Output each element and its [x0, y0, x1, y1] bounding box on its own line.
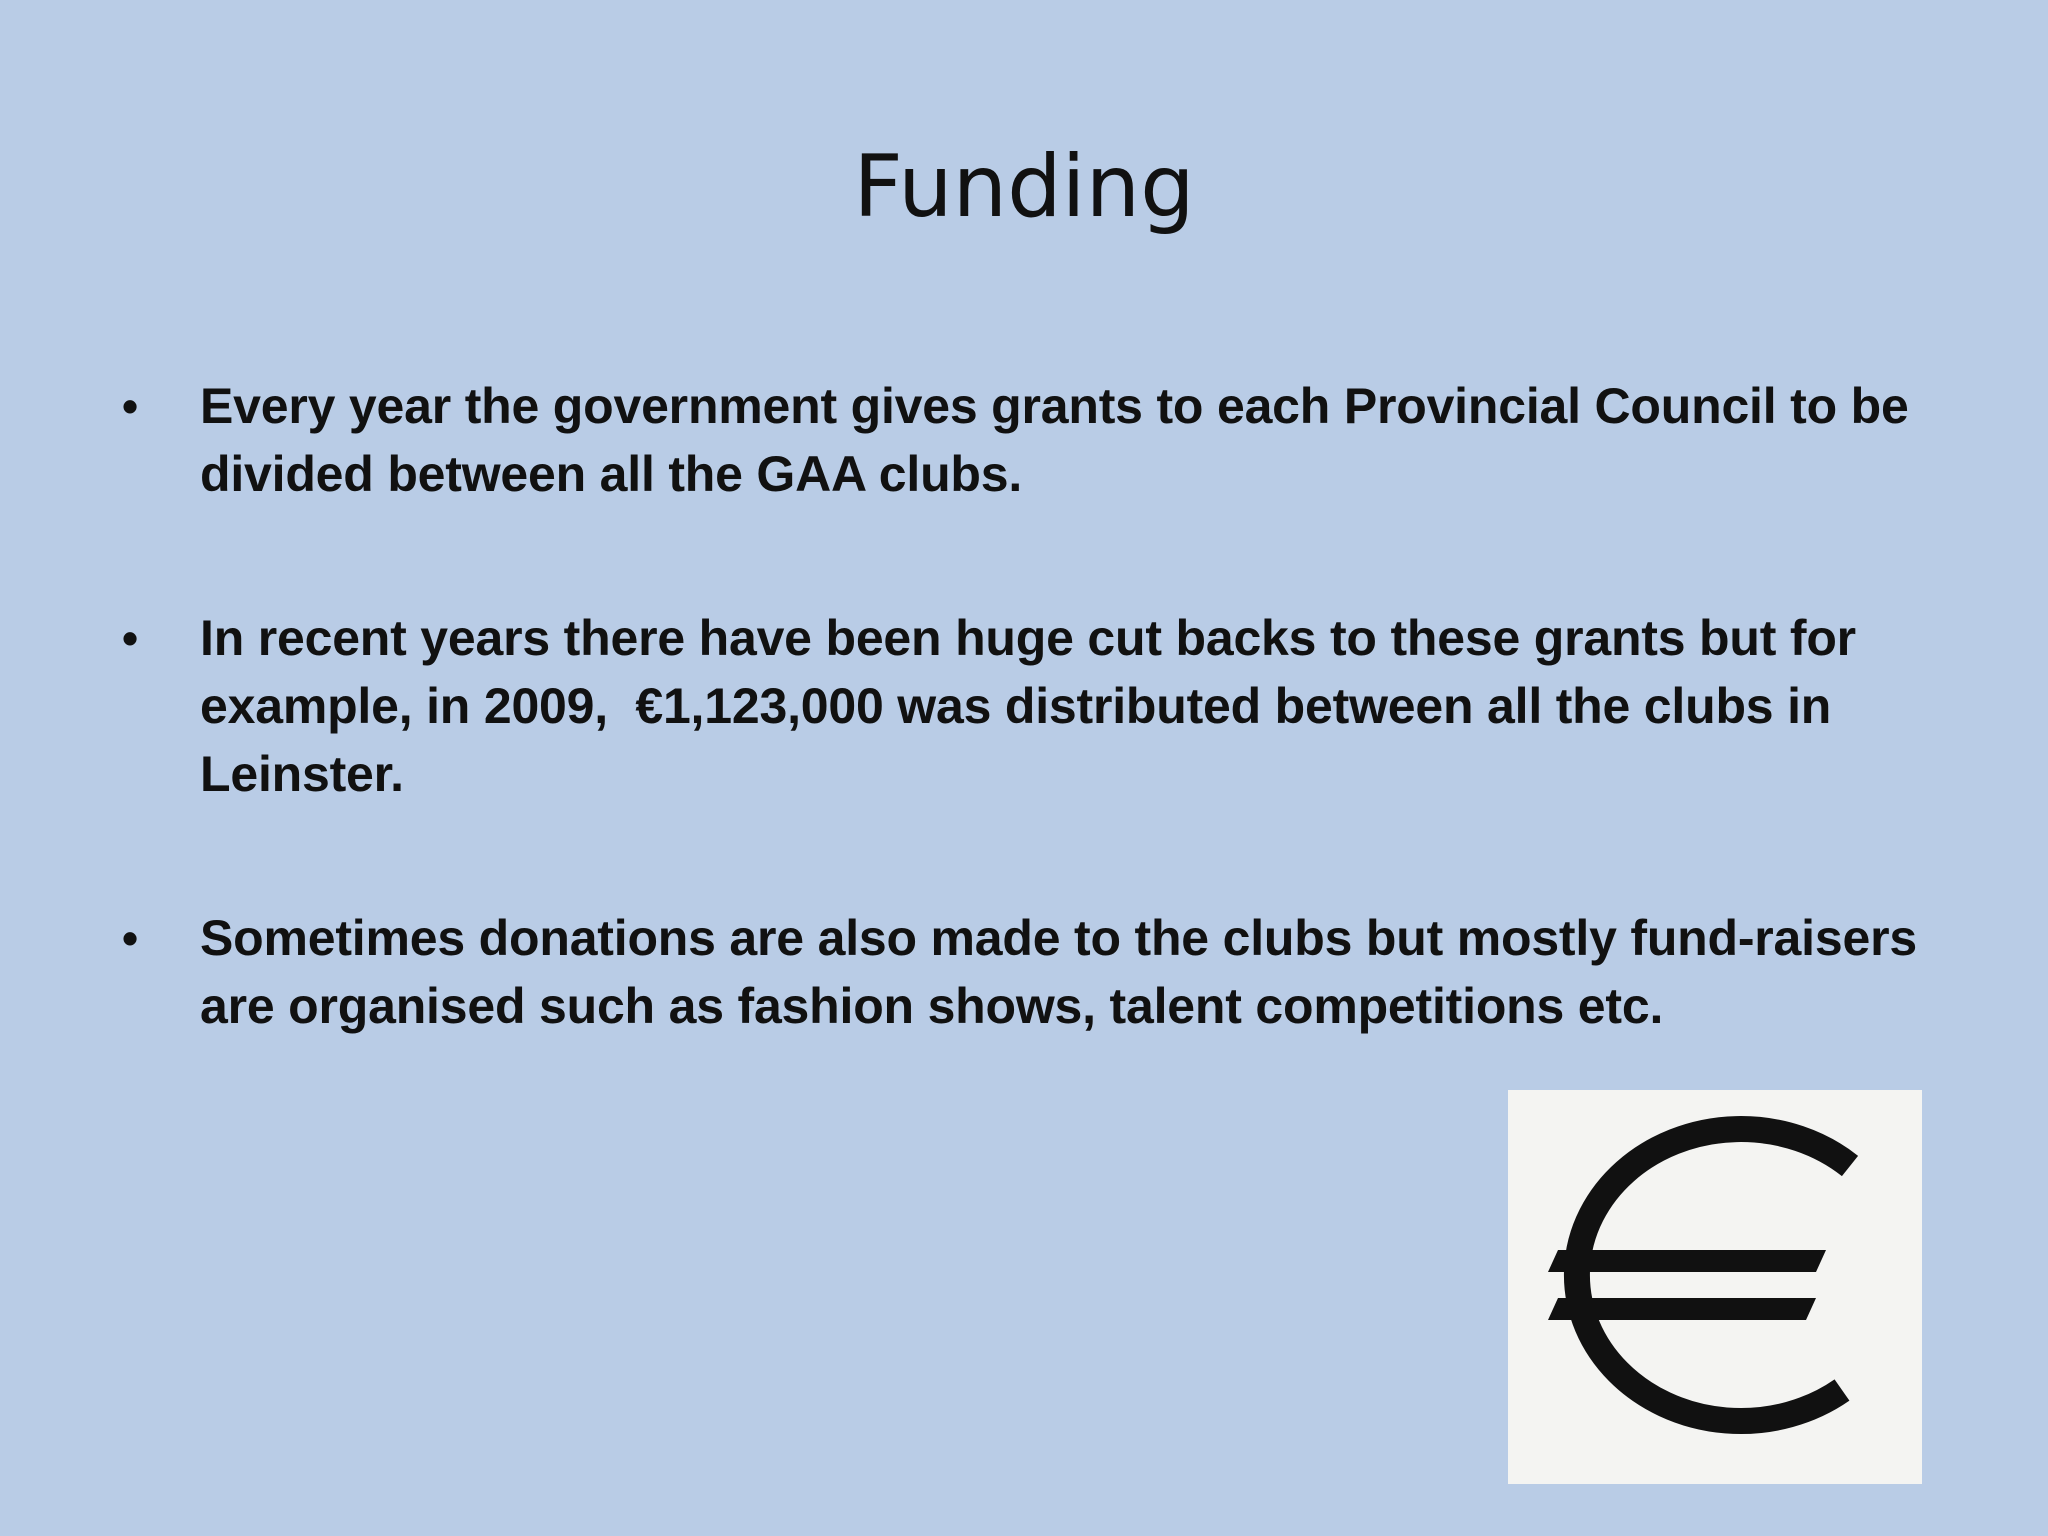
slide-title: Funding: [853, 137, 1195, 237]
bullet-marker: •: [122, 912, 139, 964]
euro-icon: [1508, 1090, 1922, 1484]
bullet-list: [122, 372, 1931, 1040]
bullet-item-grants: [122, 372, 1922, 508]
bullet-marker: •: [122, 380, 139, 432]
bullet-item-donations: [122, 904, 1931, 1040]
bullet-marker: •: [122, 612, 139, 664]
bullet-text-donations: Sometimes donations are also made to the clubs but mostly fund-raisers are organised such as fashion shows, talent competitions etc.: [200, 910, 1931, 1034]
euro-bar-bottom: [1548, 1298, 1816, 1320]
euro-arc: [1577, 1129, 1850, 1421]
bullet-text-grants: Every year the government gives grants to each Provincial Council to be divided between all the GAA clubs.: [200, 378, 1923, 502]
bullet-item-cutbacks: [122, 604, 1922, 808]
euro-bar-top: [1548, 1250, 1826, 1272]
euro-image: [1508, 1090, 1922, 1484]
bullet-text-cutbacks: In recent years there have been huge cut backs to these grants but for example, in 2009, €1,123,000 was distributed between all the clubs in Leinster.: [200, 610, 1870, 802]
